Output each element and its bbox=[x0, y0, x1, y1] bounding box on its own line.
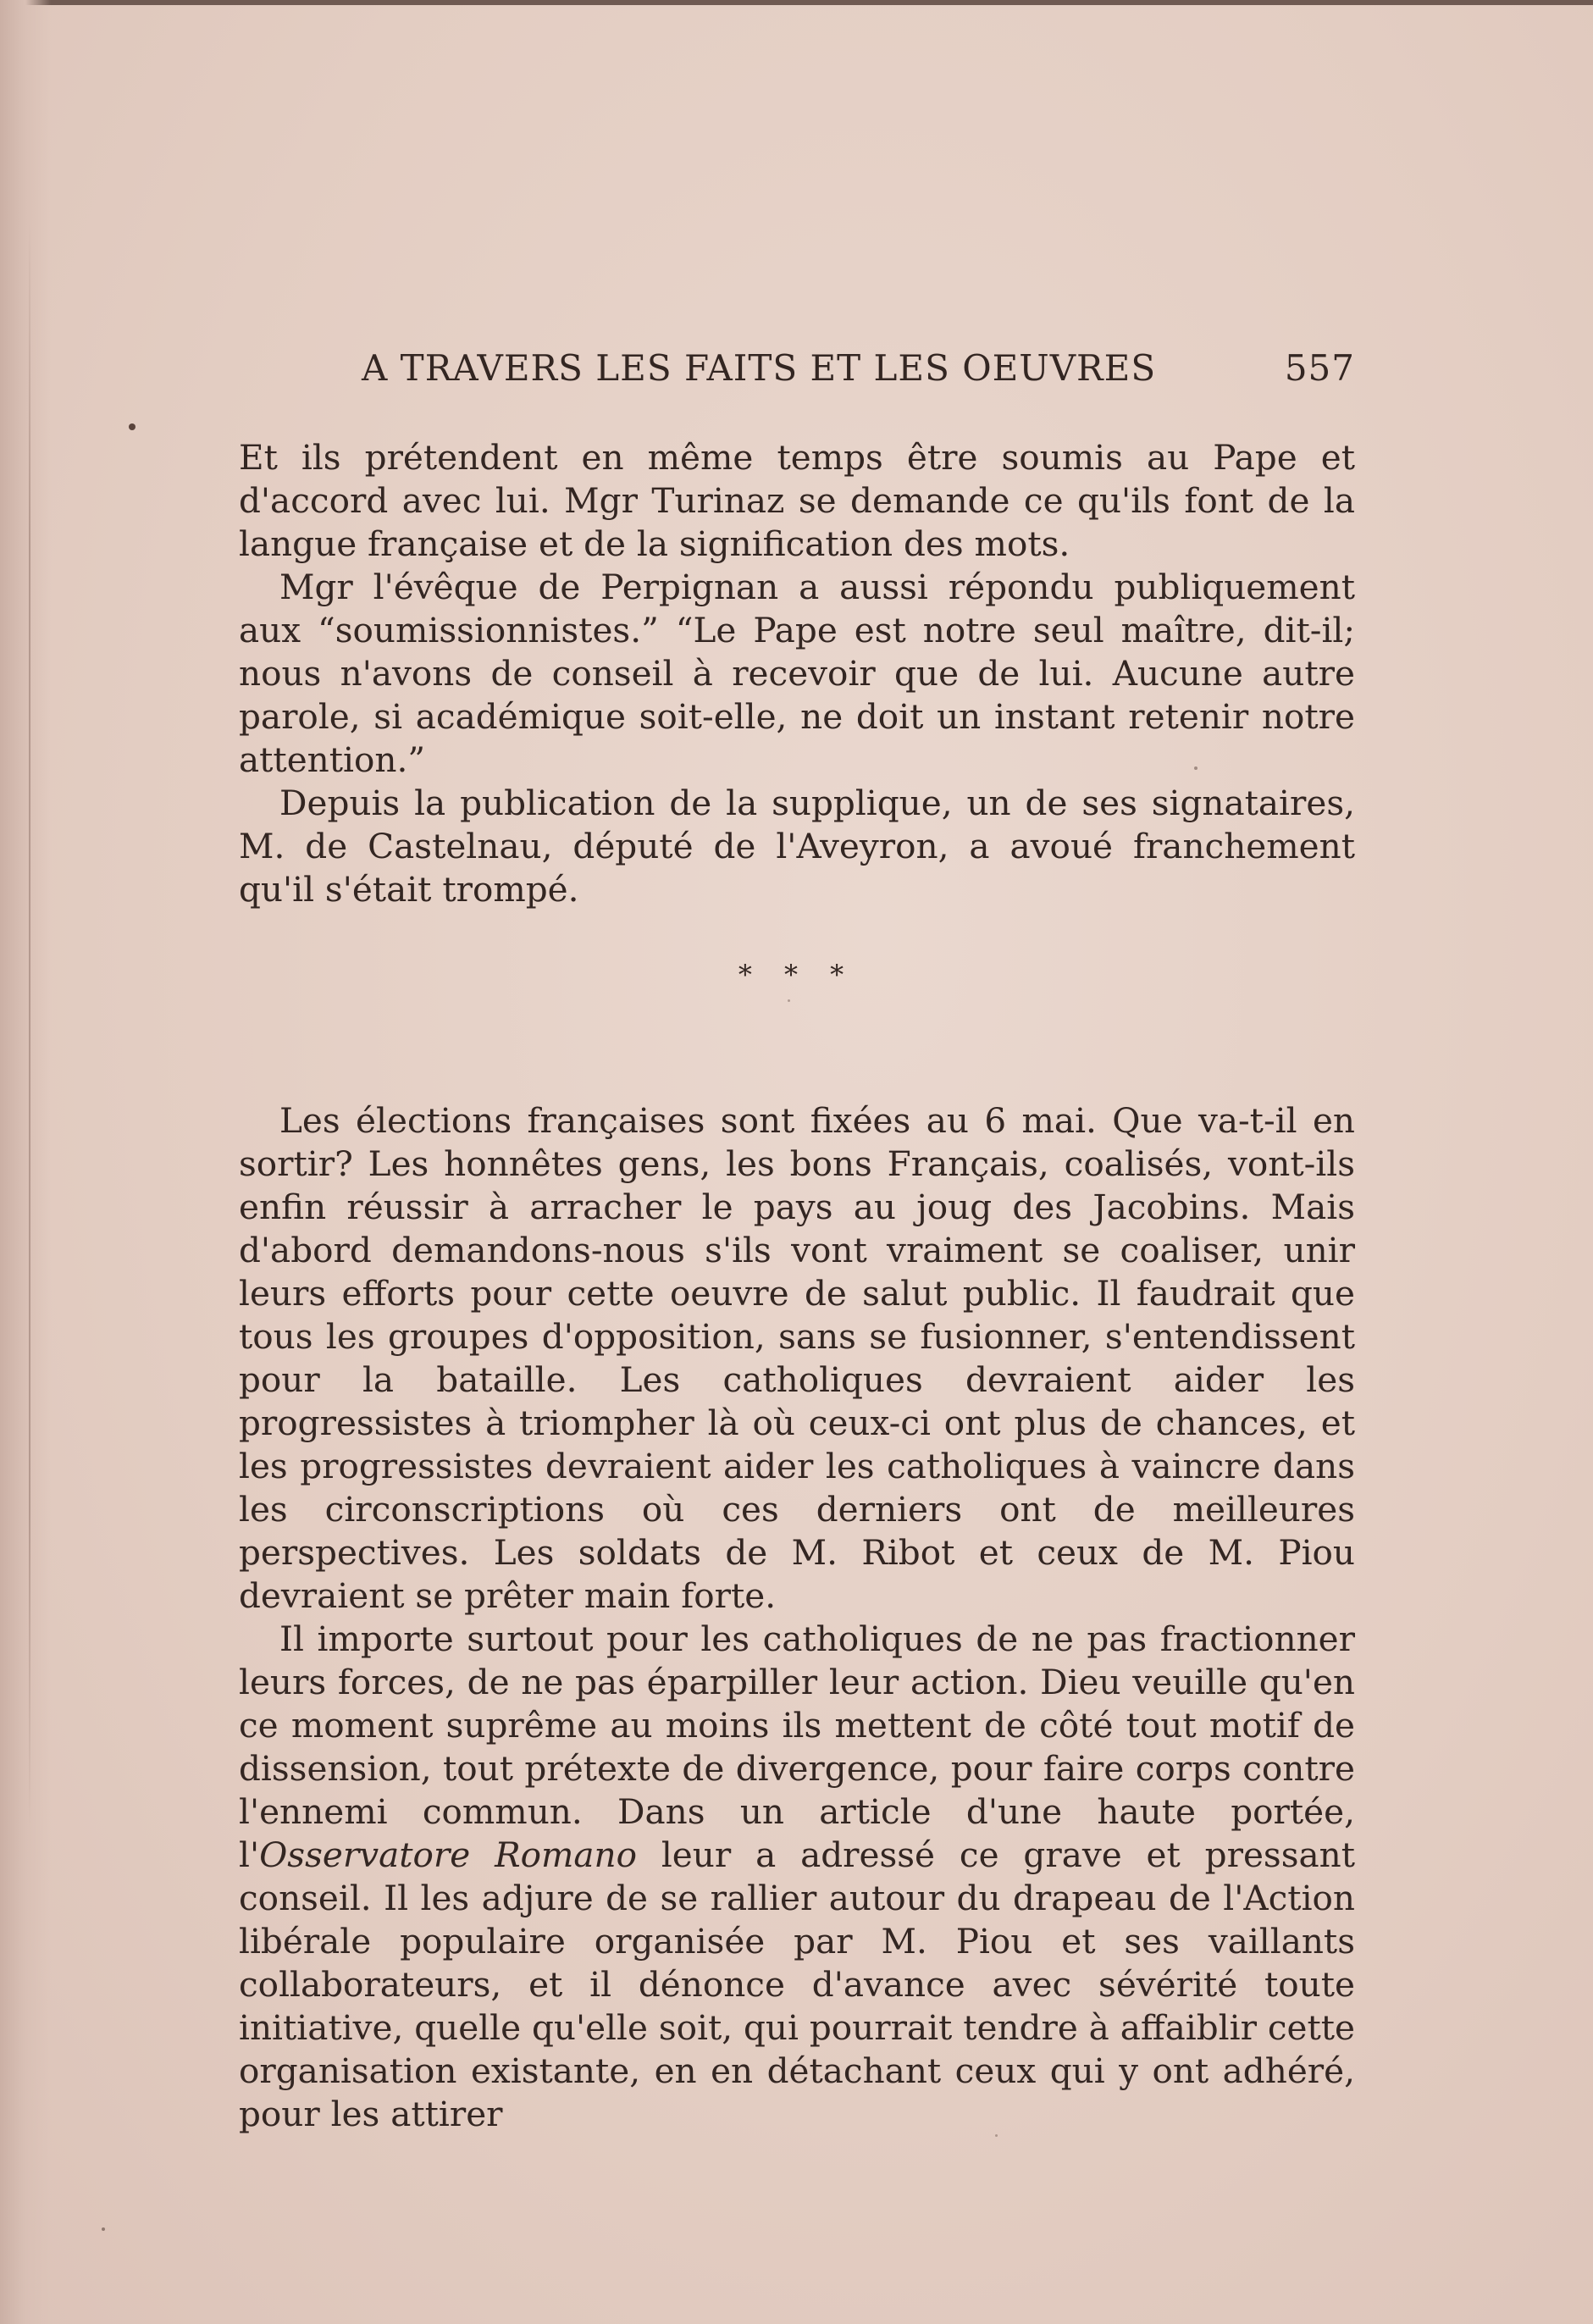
paper-speck bbox=[995, 2134, 998, 2137]
paper-speck bbox=[129, 423, 136, 430]
page-top-edge bbox=[0, 0, 1593, 5]
running-head bbox=[239, 343, 1355, 394]
paragraph-text: Il importe surtout pour les catholiques de ne pas fractionner leurs forces, de ne pas éparpiller leur action. Dieu veuille qu'en ce moment suprême au moins ils mettent de côté tout motif de dissension, tout prétexte de divergence, pour faire corps contre l'ennemi commun. Dans un article d'une haute portée, l' bbox=[239, 1618, 1355, 1875]
paragraph bbox=[239, 1618, 1355, 2136]
binding-shadow bbox=[0, 0, 51, 2324]
binding-gutter-line bbox=[29, 220, 30, 1829]
paragraph: Et ils prétendent en même temps être soumis au Pape et d'accord avec lui. Mgr Turinaz se demande ce qu'ils font de la langue française et de la signification des mots. bbox=[239, 437, 1355, 564]
section-1-text bbox=[239, 436, 1355, 911]
running-head-title: A TRAVERS LES FAITS ET LES OEUVRES bbox=[362, 347, 1157, 389]
section-2-text bbox=[239, 1099, 1355, 2136]
paper-speck bbox=[788, 999, 790, 1002]
publication-title: Osservatore Romano bbox=[259, 1834, 637, 1875]
paragraph: Depuis la publication de la supplique, un de ses signataires, M. de Castelnau, député de l'Aveyron, a avoué franchement qu'il s'était trompé. bbox=[239, 783, 1355, 910]
paragraph: Mgr l'évêque de Perpignan a aussi répondu publiquement aux “soumissionnistes.” “Le Pape est notre seul maître, dit-il; nous n'avons de conseil à recevoir que de lui. Aucune autre parole, si académique soit-elle, ne doit un instant retenir notre attention.” bbox=[239, 567, 1355, 780]
paragraph-text: leur a adressé ce grave et pressant conseil. Il les adjure de se rallier autour du drapeau de l'Action libérale populaire organisée par M. Piou et ses vaillants collaborateurs, et il dénonce d'avance avec sévérité toute initiative, quelle qu'elle soit, qui pourrait tendre à affaiblir cette organisation existante, en en détachant ceux qui y ont adhéré, pour les attirer bbox=[239, 1834, 1355, 2134]
section-separator: * * * bbox=[738, 959, 856, 991]
paragraph: Les élections françaises sont fixées au 6 mai. Que va-t-il en sortir? Les honnêtes gens, les bons Français, coalisés, vont-ils enfin réussir à arracher le pays au joug des Jacobins. Mais d'abord demandons-nous s'ils vont vraiment se coaliser, unir leurs efforts pour cette oeuvre de salut public. Il faudrait que tous les groupes d'opposition, sans se fusionner, s'entendissent pour la bataille. Les catholiques devraient aider les progressistes à triompher là où ceux-ci ont plus de chances, et les progressistes devraient aider les catholiques à vaincre dans les circonscriptions où ces derniers ont de meilleures perspectives. Les soldats de M. Ribot et ceux de M. Piou devraient se prêter main forte. bbox=[239, 1100, 1355, 1616]
page-number: 557 bbox=[1284, 347, 1355, 389]
paper-speck bbox=[1194, 766, 1198, 770]
paper-speck bbox=[102, 2227, 105, 2231]
